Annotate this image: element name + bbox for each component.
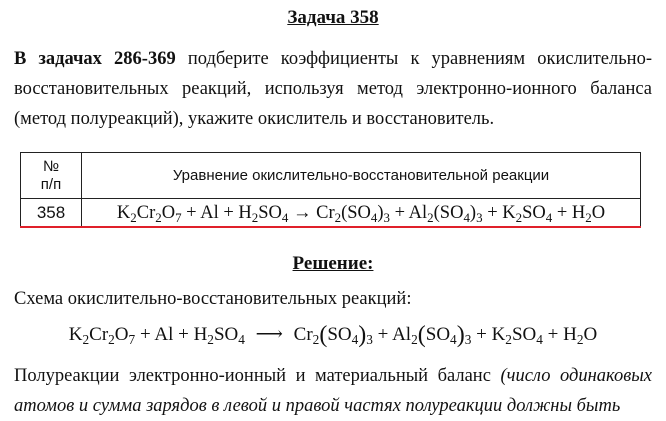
problem-title: Задача 358 [287, 7, 379, 28]
solution-heading: Решение: [292, 253, 374, 274]
table-row [21, 199, 641, 228]
reaction-table [20, 152, 641, 228]
half-reactions-text: Полуреакции электронно-ионный и материальный баланс (число одинаковых атомов и сумма зарядов в левой и правой частях полуреакции должны быть [14, 366, 652, 416]
problem-text: подберите коэффициенты к уравнениям окислительно-восстановительных реакций, используя метод электронно-ионного баланса (метод полуреакций), укажите окислитель и восстановитель. [14, 49, 652, 129]
reaction-arrow-icon: ⟶ [255, 324, 283, 345]
row-number: 358 [21, 199, 82, 228]
reaction-text: $K_2Cr_2O_7 + Al + H_2SO_4 \to Cr_2(SO_4)_3 + Al_2(SO_4)_3 + K_2SO_4 + H_2O$ [116, 202, 606, 225]
problem-statement [14, 44, 652, 134]
scheme-equation: $K_2Cr_2O_7 + Al + H_2SO_4$ ⟶ $Cr_2(SO_4)_3 + Al_2(SO_4)_3 + K_2SO_4 + H_2O$ [68, 322, 598, 348]
red-underline [20, 226, 641, 228]
problem-range: В задачах 286-369 [14, 49, 176, 69]
equation-column-header: Уравнение окислительно-восстановительной реакции [82, 153, 641, 199]
number-column-header: № п/п [21, 153, 82, 199]
table-header-row [21, 153, 641, 199]
reaction-equation [82, 199, 641, 228]
scheme-label: Схема окислительно-восстановительных реакций: [14, 289, 412, 309]
